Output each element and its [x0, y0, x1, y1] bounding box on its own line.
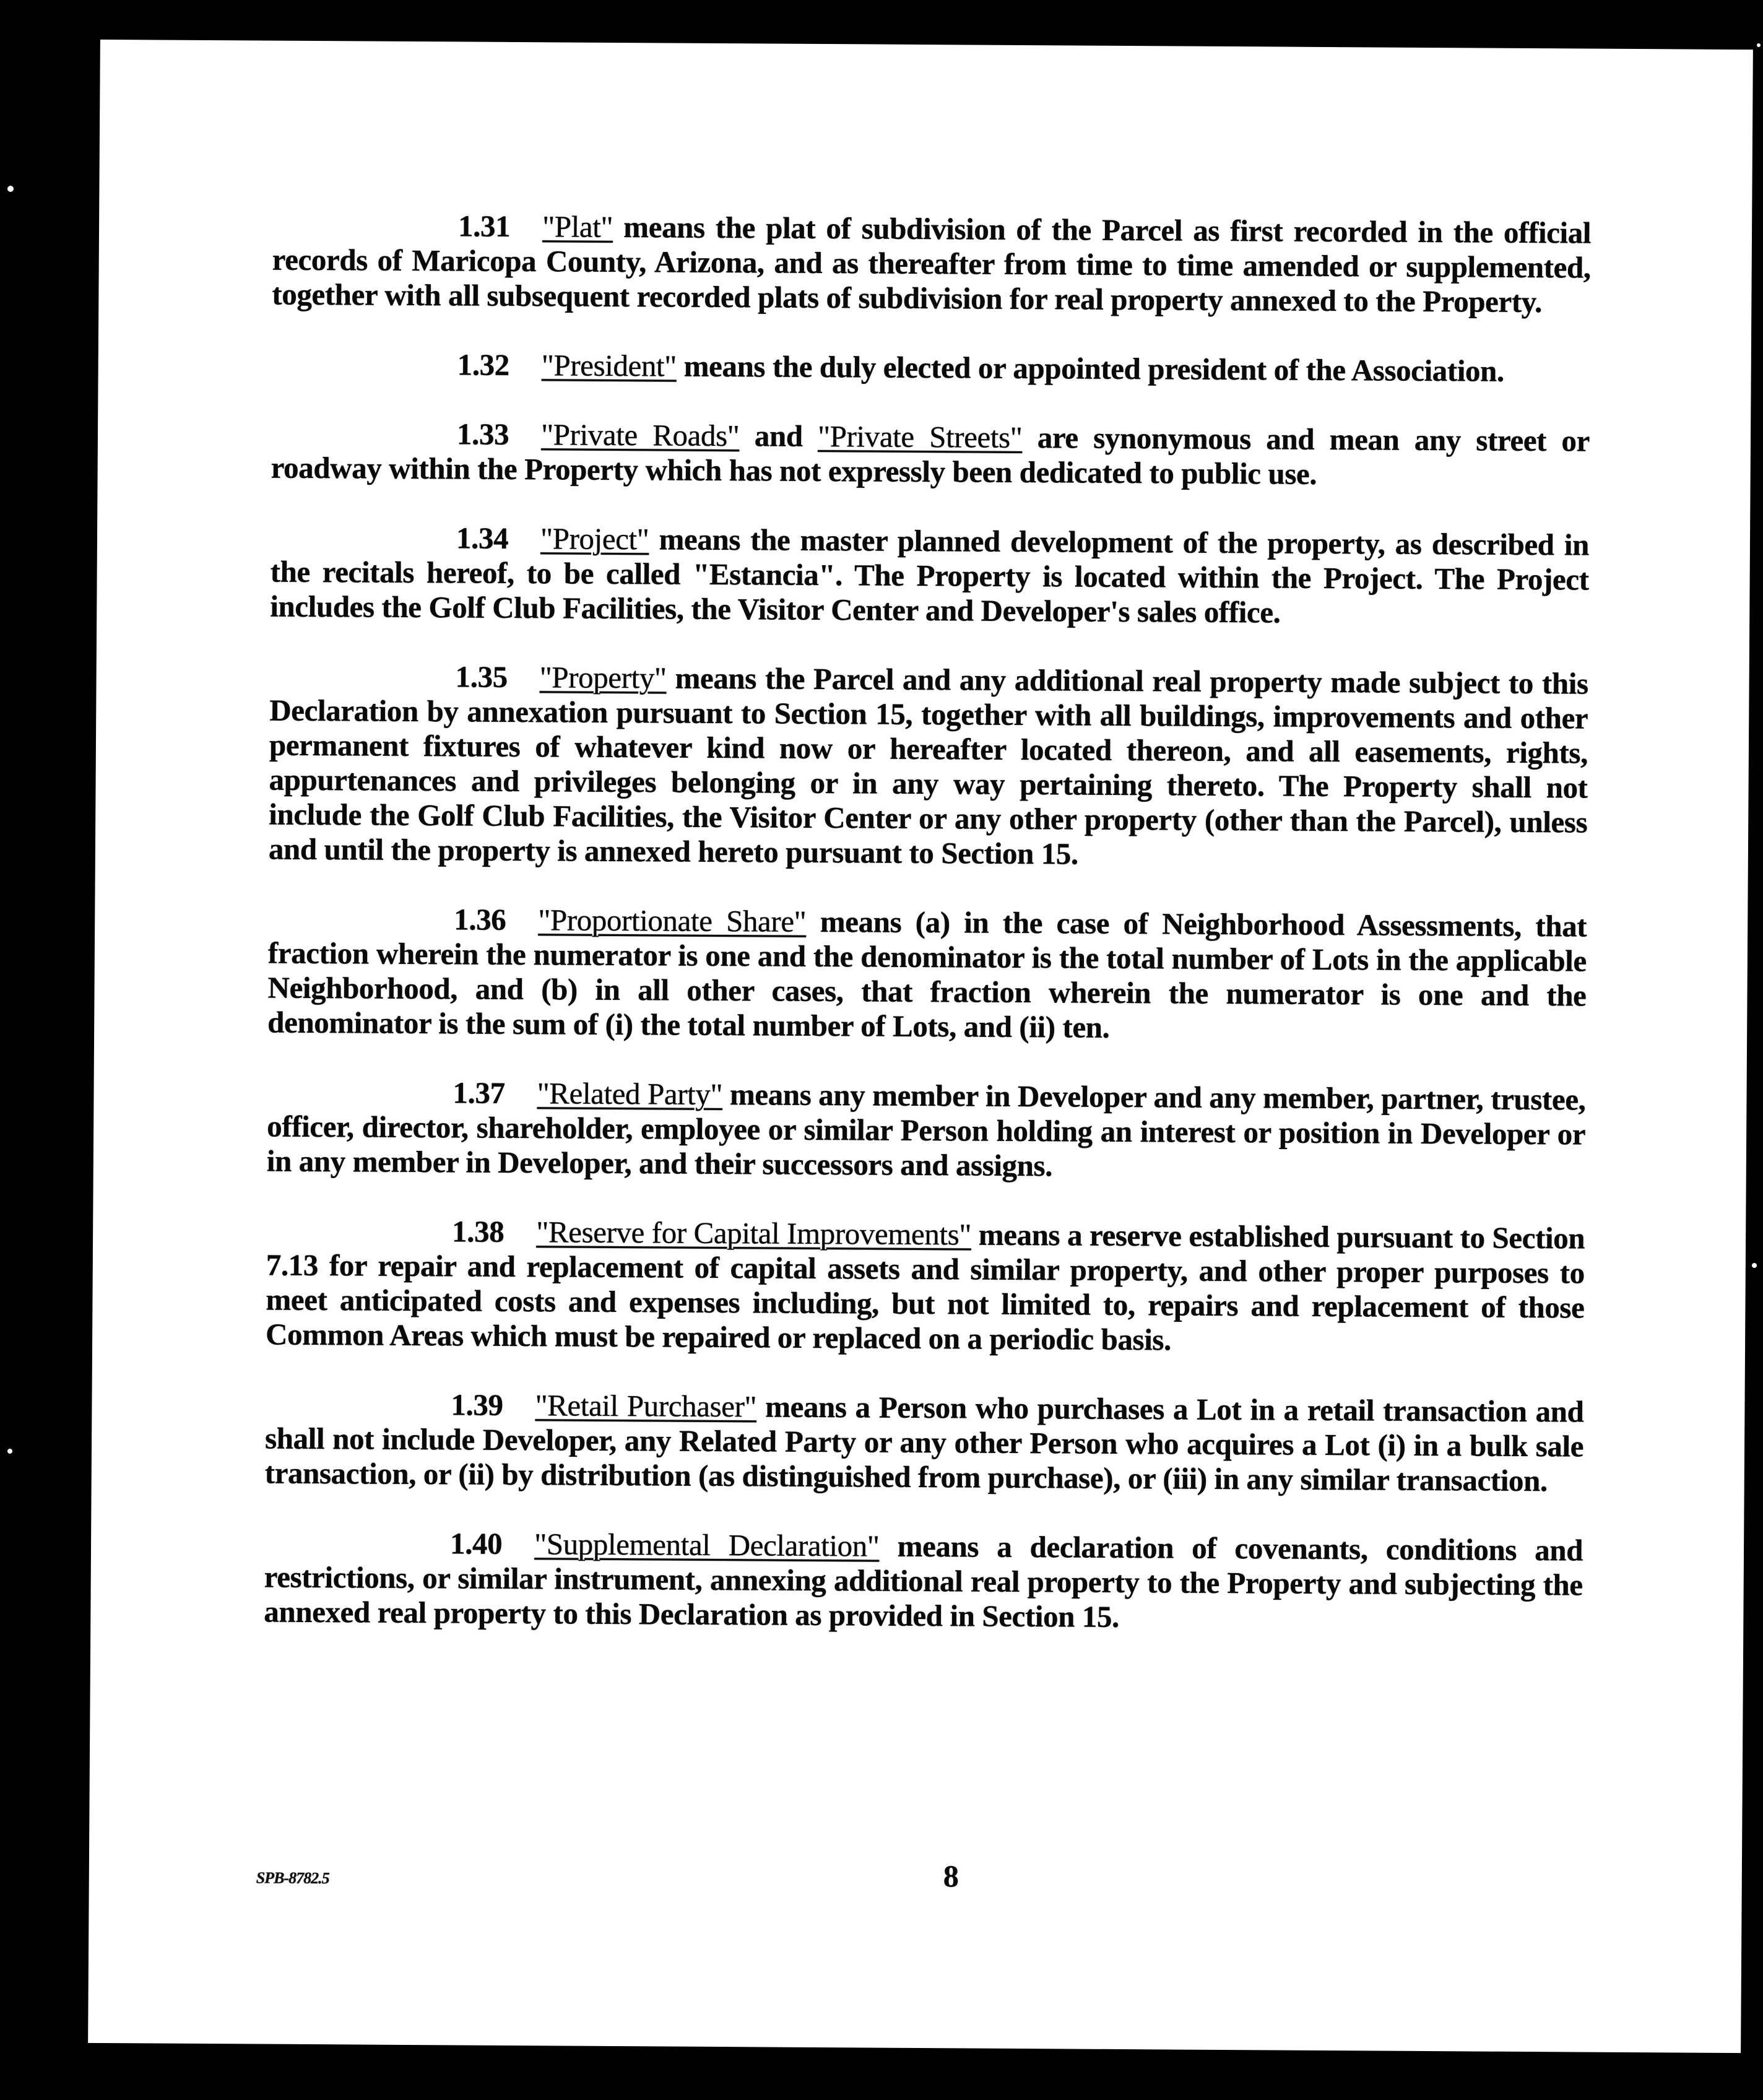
- definition-text: means the duly elected or appointed president of the Association.: [676, 349, 1504, 388]
- definition-text: means a reserve established pursuant to Section 7.13 for repair and replacement of capital assets and similar property, and other proper purposes to meet anticipated costs and expenses including, but not limited to, repairs and replacement of those Common Areas which must be repaired or replaced on a periodic basis.: [265, 1217, 1585, 1357]
- defined-term: "Reserve for Capital Improvements": [536, 1215, 972, 1252]
- definition-1-34: [270, 520, 1589, 632]
- definition-1-33: [271, 416, 1590, 493]
- defined-term: "Private Roads": [541, 417, 740, 453]
- definition-1-37: [267, 1075, 1586, 1187]
- section-number: 1.32: [457, 347, 510, 382]
- defined-term: "Project": [540, 521, 649, 557]
- section-number: 1.38: [451, 1214, 505, 1249]
- definition-1-38: [266, 1213, 1585, 1360]
- page-footer: [256, 1855, 1581, 1900]
- document-code: SPB-8782.5: [256, 1868, 329, 1888]
- definition-text: means the master planned development of the property, as described in the recitals hereof, to be called "Estancia". The Property is located within the Project. The Project includes the Golf Club Facilities, the Visitor Center and Developer's sales office.: [270, 522, 1590, 630]
- section-number: 1.33: [456, 417, 509, 451]
- defined-term: "Supplemental Declaration": [534, 1527, 880, 1563]
- scan-speck: [1752, 1263, 1757, 1268]
- definition-text: means a declaration of covenants, conditions and restrictions, or similar instrument, annexing additional real property to the Property and subjecting the annexed real property to this Declaration as provided in Section 15.: [264, 1529, 1583, 1634]
- defined-term: "Retail Purchaser": [535, 1388, 757, 1424]
- document-page: [88, 40, 1753, 2053]
- definition-1-35: [269, 659, 1588, 875]
- section-number: 1.34: [456, 521, 509, 555]
- definition-1-32: [272, 347, 1590, 389]
- definition-text: are synonymous and mean any street or roadway within the Property which has not expressly been dedicated to public use.: [271, 420, 1590, 491]
- scan-speck: [7, 1449, 12, 1454]
- section-number: 1.36: [454, 902, 506, 937]
- section-number: 1.35: [455, 659, 508, 694]
- definition-text: means the Parcel and any additional real property made subject to this Declaration by annexation pursuant to Section 15, together with all buildings, improvements and other permanent fixtures of whatever kind now or hereafter located thereon, and all easements, rights, appurtenances and privileges belonging or in any way pertaining thereto. The Property shall not include the Golf Club Facilities, the Visitor Center or any other property (other than the Parcel), unless and until the property is annexed hereto pursuant to Section 15.: [268, 661, 1588, 871]
- definition-text: means any member in Developer and any member, partner, trustee, officer, director, shareholder, employee or similar Person holding an interest or position in Developer or in any member in Developer, and their successors and assigns.: [266, 1077, 1586, 1183]
- defined-term: "Property": [539, 660, 667, 695]
- defined-term: "Plat": [542, 209, 613, 244]
- defined-term-secondary: "Private Streets": [817, 419, 1023, 454]
- conjunction-text: and: [739, 419, 818, 453]
- definition-1-36: [267, 901, 1587, 1048]
- definition-1-31: [272, 208, 1591, 320]
- section-number: 1.40: [449, 1526, 503, 1561]
- defined-term: "President": [541, 348, 677, 383]
- definition-text: means a Person who purchases a Lot in a retail transaction and shall not include Developer, any Related Party or any other Person who acquires a Lot (i) in a bulk sale transaction, or (ii) by distribution (as distinguished from purchase), or (iii) in any similar transaction.: [264, 1389, 1584, 1498]
- section-number: 1.39: [451, 1387, 503, 1422]
- scan-speck: [7, 186, 14, 192]
- definition-1-39: [265, 1387, 1584, 1499]
- defined-term: "Related Party": [537, 1076, 723, 1112]
- section-number: 1.31: [457, 209, 511, 243]
- document-body: [256, 208, 1592, 1894]
- section-number: 1.37: [453, 1075, 505, 1110]
- definition-text: means (a) in the case of Neighborhood Assessments, that fraction wherein the numerator is one and the denominator is the total number of Lots in the applicable Neighborhood, and (b) in all other cases, that fraction wherein the numerator is one and the denominator is the sum of (i) the total number of Lots, and (ii) ten.: [267, 904, 1587, 1044]
- page-number: 8: [943, 1859, 959, 1894]
- definition-1-40: [264, 1525, 1583, 1638]
- defined-term: "Proportionate Share": [538, 903, 807, 939]
- definition-text: means the plat of subdivision of the Parcel as first recorded in the official records of Maricopa County, Arizona, and as thereafter from time to time amended or supplemented, together with all subsequent recorded plats of subdivision for real property annexed to the Property.: [272, 209, 1592, 319]
- scan-speck: [1757, 43, 1761, 47]
